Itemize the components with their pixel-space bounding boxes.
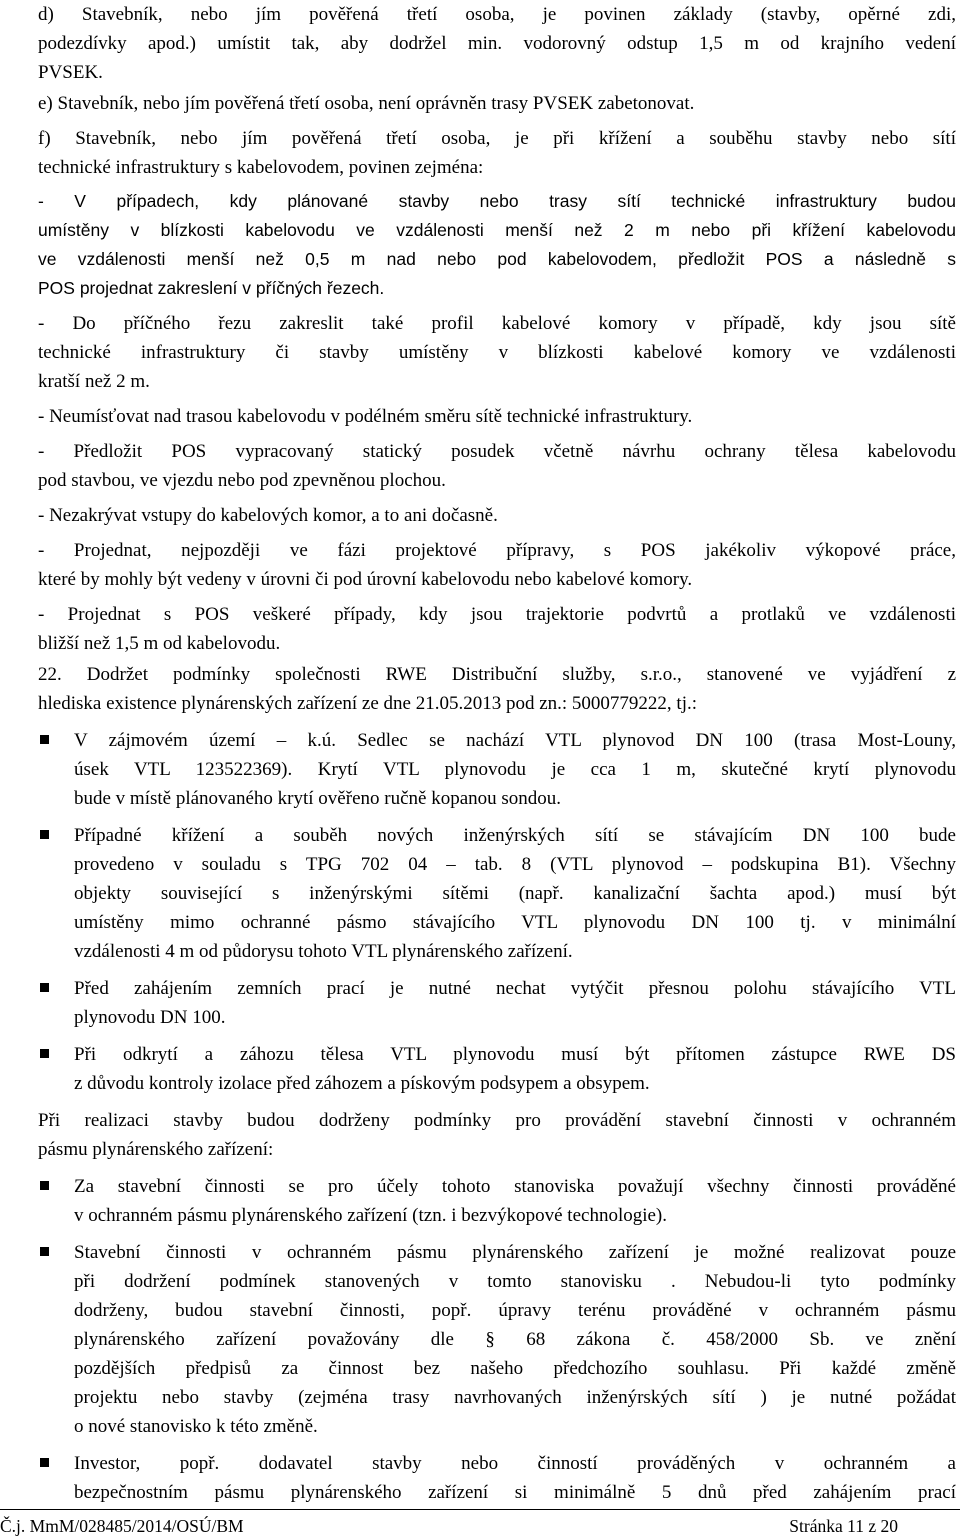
text-line: dodrženy, budou stavební činnosti, popř. úpravy terénu prováděné v ochranném pásmu [74,1300,956,1321]
text-line: - Projednat s POS veškeré případy, kdy jsou trajektorie podvrtů a protlaků ve vzdálenosti [38,604,956,625]
text-line: POS projednat zakreslení v příčných řezech. [38,278,385,298]
text-line [38,660,956,689]
text-line: pod stavbou, ve vjezdu nebo pod zpevněnou plochou. [38,470,446,491]
bullet-list [38,726,956,1098]
text-line: - Projednat, nejpozději ve fázi projektové přípravy, s POS jakékoliv výkopové práce, [38,540,956,561]
text-line: - V případech, kdy plánované stavby nebo trasy sítí technické infrastruktury budou [38,191,956,211]
text-line: Při realizaci stavby budou dodrženy podmínky pro provádění stavební činnosti v ochranném [38,1110,956,1131]
text-line: Před zahájením zemních prací je nutné nechat vytýčit přesnou polohu stávajícího VTL [74,978,956,999]
text-line: podezdívky apod.) umístit tak, aby dodržel min. vodorovný odstup 1,5 m od krajního vedení [38,33,956,54]
text-line: bezpečnostním pásmu plynárenského zařízení si minimálně 5 dnů před zahájením prací [74,1482,956,1503]
text-line: technické infrastruktury s kabelovodem, povinen zejména: [38,157,484,178]
text-line: V zájmovém území – k.ú. Sedlec se nachází VTL plynovod DN 100 (trasa Most-Louny, [74,730,956,751]
text-line: vzdálenosti 4 m od půdorysu tohoto VTL plynárenského zařízení. [74,941,573,962]
text-line: Za stavební činnosti se pro účely tohoto stanoviska považují všechny činnosti prováděné [74,1176,956,1197]
text-line: z důvodu kontroly izolace před záhozem a pískovým podsypem a obsypem. [74,1073,650,1094]
text-line: objekty související s inženýrskými sítěmi (např. kanalizační šachta apod.) musí být [74,883,956,904]
text-line: pozdějších předpisů za činnost bez našeho předchozího souhlasu. Při každé změně [74,1358,956,1379]
square-bullet-icon [40,830,49,839]
dash-item [38,309,956,396]
list-item [38,974,956,1032]
numbered-item-22 [38,660,956,718]
text-line: Případné křížení a souběh nových inženýrských sítí se stávajícím DN 100 bude [74,825,956,846]
item-number: 22. [38,664,62,685]
text-line: kratší než 2 m. [38,371,150,392]
square-bullet-icon [40,1181,49,1190]
page-footer [0,1509,960,1539]
text-line: hlediska existence plynárenských zařízení ze dne 21.05.2013 pod zn.: 5000779222, tj.: [38,693,698,714]
list-item [38,821,956,966]
text-line: bude v místě plánovaného krytí ověřeno ručně kopanou sondou. [74,788,562,809]
text-line: technické infrastruktury či stavby umístěny v blízkosti kabelové komory ve vzdálenosti [38,342,956,363]
text-line: PVSEK. [38,62,103,83]
dash-item [38,600,956,658]
text-line: - Neumísťovat nad trasou kabelovodu v podélném směru sítě technické infrastruktury. [38,406,693,427]
text-line: - Předložit POS vypracovaný statický posudek včetně návrhu ochrany tělesa kabelovodu [38,441,956,462]
text-line: ve vzdálenosti menší než 0,5 m nad nebo pod kabelovodem, předložit POS a následně s [38,249,956,269]
paragraph-e [38,89,956,118]
item-text: Dodržet podmínky společnosti RWE Distribuční služby, s.r.o., stanovené ve vyjádření z [86,664,957,685]
text-line: o nové stanovisko k této změně. [74,1416,318,1437]
list-item [38,1040,956,1098]
dash-item [38,501,956,530]
dash-item [38,187,956,303]
page-number: Stránka 11 z 20 [789,1516,898,1536]
text-line: - Nezakrývat vstupy do kabelových komor, a to ani dočasně. [38,505,498,526]
list-item [38,1172,956,1230]
text-line: umístěny v blízkosti kabelovodu ve vzdálenosti menší než 2 m nebo při křížení kabelovodu [38,220,956,240]
text-line: - Do příčného řezu zakreslit také profil kabelové komory v případě, kdy jsou sítě [38,313,956,334]
text-line: Při odkrytí a záhozu tělesa VTL plynovodu musí být přítomen zástupce RWE DS [74,1044,956,1065]
list-item [38,1238,956,1441]
text-line: pásmu plynárenského zařízení: [38,1139,274,1160]
text-line: úsek VTL 123522369). Krytí VTL plynovodu je cca 1 m, skutečné krytí plynovodu [74,759,956,780]
list-item [38,1449,956,1507]
text-line: plynárenského zařízení považovány dle § 68 zákona č. 458/2000 Sb. ve znění [74,1329,956,1350]
text-line: projektu nebo stavby (zejména trasy navrhovaných inženýrských sítí ) je nutné požádat [74,1387,956,1408]
square-bullet-icon [40,735,49,744]
dash-item [38,536,956,594]
paragraph-f [38,124,956,182]
dash-item [38,437,956,495]
text-line: Stavební činnosti v ochranném pásmu plynárenského zařízení je možné realizovat pouze [74,1242,956,1263]
text-line: d) Stavebník, nebo jím pověřená třetí osoba, je povinen základy (stavby, opěrné zdi, [38,4,956,25]
text-line: při dodržení podmínek stanovených v tomto stanovisku . Nebudou-li tyto podmínky [74,1271,956,1292]
text-line: umístěny mimo ochranné pásmo stávajícího VTL plynovodu DN 100 tj. v minimální [74,912,956,933]
paragraph-intro [38,1106,956,1164]
square-bullet-icon [40,1049,49,1058]
square-bullet-icon [40,1458,49,1467]
document-page [38,0,956,1507]
text-line: f) Stavebník, nebo jím pověřená třetí osoba, je při křížení a souběhu stavby nebo sítí [38,128,956,149]
text-line: které by mohly být vedeny v úrovni či pod úrovní kabelovodu nebo kabelové komory. [38,569,693,590]
list-item [38,726,956,813]
text-line: bližší než 1,5 m od kabelovodu. [38,633,281,654]
paragraph-d [38,0,956,87]
square-bullet-icon [40,983,49,992]
text-line: plynovodu DN 100. [74,1007,226,1028]
text-line: e) Stavebník, nebo jím pověřená třetí osoba, není oprávněn trasy PVSEK zabetonovat. [38,93,695,114]
square-bullet-icon [40,1247,49,1256]
bullet-list [38,1172,956,1507]
text-line: v ochranném pásmu plynárenského zařízení (tzn. i bezvýkopové technologie). [74,1205,668,1226]
text-line: provedeno v souladu s TPG 702 04 – tab. 8 (VTL plynovod – podskupina B1). Všechny [74,854,956,875]
dash-item [38,402,956,431]
reference-number: Č.j. MmM/028485/2014/OSÚ/BM [0,1516,244,1536]
text-line: Investor, popř. dodavatel stavby nebo činností prováděných v ochranném a [74,1453,956,1474]
